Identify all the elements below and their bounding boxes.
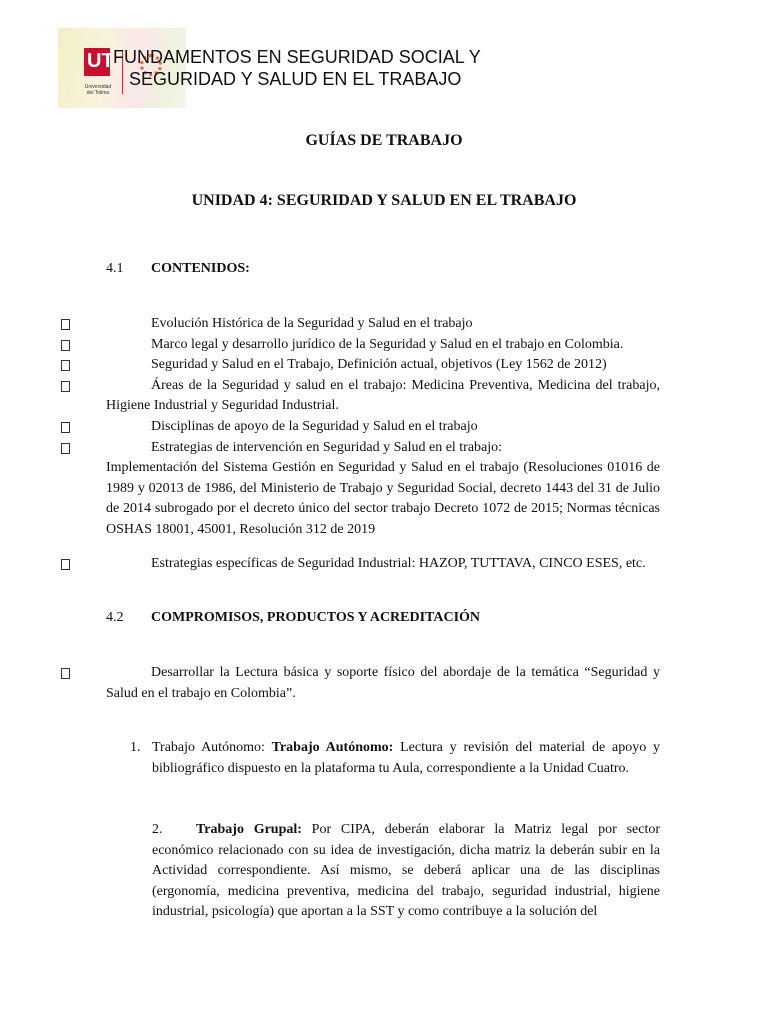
list-item: Desarrollar la Lectura básica y soporte físico del abordaje de la temática “Seguridad y Salud en el trabajo en Colombia”. [106,663,660,704]
list-item: Áreas de la Seguridad y salud en el trabajo: Medicina Preventiva, Medicina del trabajo, Higiene Industrial y Seguridad Industrial. [106,376,660,417]
bullet-icon [61,443,70,454]
list-item: Estrategias específicas de Seguridad Industrial: HAZOP, TUTTAVA, CINCO ESES, etc. [106,554,660,575]
list-item: Marco legal y desarrollo jurídico de la Seguridad y Salud en el trabajo en Colombia. [106,335,660,356]
section-number: 4.1 [106,261,124,276]
bullet-icon [61,319,70,330]
list-item: Disciplinas de apoyo de la Seguridad y Salud en el trabajo [106,417,660,438]
list-item: Evolución Histórica de la Seguridad y Salud en el trabajo [106,314,660,335]
bullet-icon [61,340,70,351]
guide-title: GUÍAS DE TRABAJO [305,132,463,149]
bullet-icon [61,381,70,392]
bullet-icon [61,668,70,679]
numbered-item-group-work: 2. Trabajo Grupal: Por CIPA, deberán elaborar la Matriz legal por sector económico relacionado con su idea de investigación, dicha matriz la deberán subir en la Actividad correspondiente. Así mismo, se deberá aplicar una de las disciplinas (ergonomía, medicina preventiva, medicina del trabajo, seguridad industrial, higiene industrial, psicología) que aportan a la SST y como contribuye a la solución del [152,822,660,920]
section-heading-commitments [106,610,480,626]
list-item: Estrategias de intervención en Seguridad y Salud en el trabajo: [106,438,660,459]
bullet-icon [61,422,70,433]
university-logo-caption: Universidad del Tolima [84,84,112,96]
commitments-list [106,663,660,704]
contents-list [106,314,660,574]
section-heading-contents [106,261,250,277]
bullet-icon [61,559,70,570]
header-title-line2: SEGURIDAD Y SALUD EN EL TRABAJO [129,69,462,89]
unit-title: UNIDAD 4: SEGURIDAD Y SALUD EN EL TRABAJO [191,192,577,209]
section-title: CONTENIDOS: [151,261,250,276]
regulation-paragraph: Implementación del Sistema Gestión en Seguridad y Salud en el trabajo (Resoluciones 01016 de 1989 y 02013 de 1986, del Ministerio de Trabajo y Seguridad Social, decreto 1443 del 31 de Julio de 2014 subrogado por el decreto único del sector trabajo Decreto 1072 de 2015; Normas técnicas OSHAS 18001, 45001, Resolución 312 de 2019 [106,460,660,537]
numbered-item-autonomous-work: 1. Trabajo Autónomo: Trabajo Autónomo: Lectura y revisión del material de apoyo y bibliográfico dispuesto en la plataforma tu Aula, correspondiente a la Unidad Cuatro. [130,740,661,776]
section-title: COMPROMISOS, PRODUCTOS Y ACREDITACIÓN [151,610,481,625]
university-logo-icon: UT [84,48,110,80]
list-item: Seguridad y Salud en el Trabajo, Definición actual, objetivos (Ley 1562 de 2012) [106,355,660,376]
document-header-title [113,46,533,90]
bullet-icon [61,360,70,371]
section-number: 4.2 [106,610,124,625]
header-title-line1: FUNDAMENTOS EN SEGURIDAD SOCIAL Y [113,47,481,67]
